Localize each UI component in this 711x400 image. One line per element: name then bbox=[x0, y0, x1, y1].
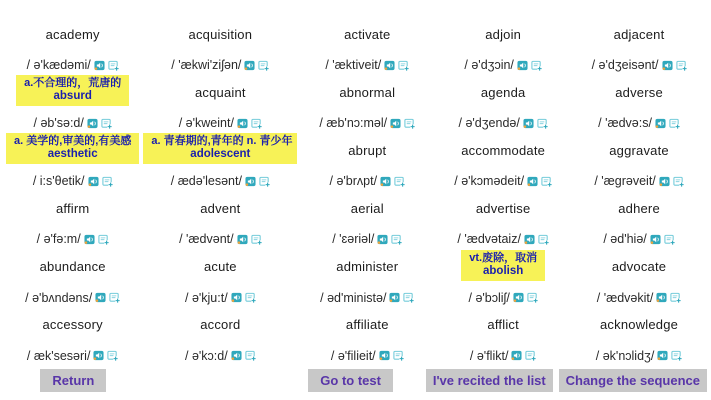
speaker-icon[interactable] bbox=[231, 350, 242, 361]
word-line bbox=[16, 78, 129, 106]
phonetic-label: / ək'nɔlidʒ/ bbox=[595, 348, 655, 363]
phonetic-line bbox=[454, 168, 552, 194]
phonetic-label: / 'ɛəriəl/ bbox=[332, 232, 375, 247]
word-line bbox=[6, 136, 139, 164]
word-cell bbox=[571, 20, 707, 78]
add-to-wordbook-icon[interactable] bbox=[101, 118, 112, 129]
word-cell bbox=[299, 253, 435, 311]
word-cell bbox=[571, 253, 707, 311]
phonetic-label: / ə'flikt/ bbox=[469, 348, 509, 363]
word-label[interactable]: adjacent bbox=[613, 26, 665, 42]
phonetic-line bbox=[598, 110, 680, 136]
phonetic-label: / ə'bɔliʃ/ bbox=[468, 290, 510, 305]
speaker-icon[interactable] bbox=[655, 118, 666, 129]
phonetic-line bbox=[185, 285, 256, 311]
speaker-icon[interactable] bbox=[245, 176, 256, 187]
add-to-wordbook-icon[interactable] bbox=[102, 176, 113, 187]
phonetic-line bbox=[325, 52, 409, 78]
word-cell bbox=[141, 194, 299, 252]
speaker-icon[interactable] bbox=[657, 350, 668, 361]
phonetic-label: / ə'dʒeisənt/ bbox=[591, 58, 659, 72]
phonetic-line bbox=[319, 110, 415, 136]
phonetic-label: / 'ægrəveit/ bbox=[594, 174, 656, 189]
speaker-icon[interactable] bbox=[527, 176, 538, 187]
word-line bbox=[40, 253, 106, 281]
word-cell bbox=[571, 194, 707, 252]
phonetic-line bbox=[171, 52, 269, 78]
phonetic-line bbox=[171, 168, 270, 194]
phonetic-line bbox=[25, 285, 120, 311]
add-to-wordbook-icon[interactable] bbox=[403, 292, 414, 303]
phonetic-label: / ə'brʌpt/ bbox=[329, 174, 378, 189]
word-line bbox=[615, 78, 663, 106]
phonetic-label: / ə'dʒɔin/ bbox=[464, 58, 514, 72]
word-line bbox=[339, 78, 395, 106]
word-line bbox=[351, 194, 384, 222]
speaker-icon[interactable] bbox=[88, 176, 99, 187]
speaker-icon[interactable] bbox=[237, 234, 248, 245]
word-line bbox=[336, 253, 398, 281]
word-cell bbox=[435, 194, 571, 252]
change-sequence-button[interactable]: Change the sequence bbox=[559, 369, 707, 392]
speaker-icon[interactable] bbox=[384, 60, 395, 71]
word-cell bbox=[4, 78, 141, 136]
add-to-wordbook-icon[interactable] bbox=[664, 234, 675, 245]
add-to-wordbook-icon[interactable] bbox=[393, 350, 404, 361]
word-label[interactable]: accord bbox=[200, 317, 241, 333]
speaker-icon[interactable] bbox=[389, 292, 400, 303]
word-cell bbox=[141, 20, 299, 78]
meaning-word-label: aesthetic bbox=[47, 148, 98, 161]
word-line bbox=[476, 194, 531, 222]
return-button[interactable]: Return bbox=[40, 369, 106, 392]
phonetic-line bbox=[34, 110, 112, 136]
speaker-icon[interactable] bbox=[95, 292, 106, 303]
add-to-wordbook-icon[interactable] bbox=[676, 60, 687, 71]
word-label[interactable]: agenda bbox=[480, 84, 526, 100]
word-label[interactable]: abundance bbox=[39, 259, 106, 275]
speaker-icon[interactable] bbox=[231, 292, 242, 303]
meaning-word-label: absurd bbox=[53, 90, 92, 103]
word-cell bbox=[4, 20, 141, 78]
phonetic-label: / ə'kɔmədeit/ bbox=[454, 174, 525, 189]
word-label[interactable]: activate bbox=[344, 26, 391, 42]
phonetic-label: / 'ækwi'ziʃən/ bbox=[171, 58, 242, 72]
phonetic-line bbox=[597, 285, 682, 311]
phonetic-line bbox=[469, 285, 538, 311]
phonetic-line bbox=[592, 52, 687, 78]
phonetic-label: / ə'kju:t/ bbox=[185, 290, 228, 305]
phonetic-label: / 'ædvə:s/ bbox=[598, 116, 652, 131]
word-line bbox=[487, 311, 519, 339]
phonetic-label: / 'ædvənt/ bbox=[179, 232, 234, 247]
add-to-wordbook-icon[interactable] bbox=[245, 292, 256, 303]
phonetic-label: / 'ædvətaiz/ bbox=[457, 232, 521, 247]
phonetic-label: / ə'kɔ:d/ bbox=[185, 348, 228, 363]
phonetic-line bbox=[603, 226, 674, 252]
word-line bbox=[195, 78, 246, 106]
speaker-icon[interactable] bbox=[87, 118, 98, 129]
word-label[interactable]: academy bbox=[45, 26, 100, 42]
meaning-box[interactable] bbox=[16, 75, 129, 106]
word-label[interactable]: adhere bbox=[618, 200, 660, 216]
word-cell bbox=[299, 20, 435, 78]
add-to-wordbook-icon[interactable] bbox=[669, 118, 680, 129]
word-line bbox=[56, 194, 89, 222]
speaker-icon[interactable] bbox=[244, 60, 255, 71]
word-line bbox=[46, 20, 100, 48]
word-line bbox=[461, 253, 545, 281]
word-cell bbox=[141, 136, 299, 194]
speaker-icon[interactable] bbox=[659, 176, 670, 187]
add-to-wordbook-icon[interactable] bbox=[673, 176, 684, 187]
word-cell bbox=[299, 136, 435, 194]
speaker-icon[interactable] bbox=[523, 118, 534, 129]
add-to-wordbook-icon[interactable] bbox=[537, 118, 548, 129]
phonetic-label: / ə'kædəmi/ bbox=[26, 58, 91, 72]
phonetic-label: / ə'bʌndəns/ bbox=[25, 290, 93, 305]
word-cell bbox=[4, 194, 141, 252]
meaning-word-label: abolish bbox=[483, 264, 524, 277]
speaker-icon[interactable] bbox=[513, 292, 524, 303]
word-line bbox=[618, 194, 660, 222]
phonetic-label: / ædə'lesənt/ bbox=[170, 174, 242, 189]
word-line bbox=[348, 136, 386, 164]
word-cell bbox=[435, 136, 571, 194]
word-label[interactable]: adverse bbox=[615, 84, 663, 100]
add-to-wordbook-icon[interactable] bbox=[107, 350, 118, 361]
meaning-chinese: vt.废除，取消 bbox=[469, 251, 538, 264]
add-to-wordbook-icon[interactable] bbox=[108, 60, 119, 71]
phonetic-line bbox=[27, 343, 119, 369]
go-to-test-button[interactable]: Go to test bbox=[308, 369, 393, 392]
phonetic-line bbox=[185, 343, 256, 369]
speaker-icon[interactable] bbox=[656, 292, 667, 303]
word-label[interactable]: acknowledge bbox=[600, 317, 679, 333]
word-cell bbox=[141, 253, 299, 311]
meaning-box[interactable] bbox=[461, 250, 545, 281]
add-to-wordbook-icon[interactable] bbox=[398, 60, 409, 71]
word-cell bbox=[4, 136, 141, 194]
meaning-chinese: a. 青春期的,青年的 n. 青少年 bbox=[151, 135, 293, 148]
phonetic-line bbox=[179, 226, 262, 252]
speaker-icon[interactable] bbox=[511, 350, 522, 361]
phonetic-line bbox=[332, 226, 402, 252]
word-label[interactable]: afflict bbox=[487, 317, 519, 333]
phonetic-label: / ə'kweint/ bbox=[178, 116, 234, 131]
speaker-icon[interactable] bbox=[517, 60, 528, 71]
phonetic-label: / i:s'θetik/ bbox=[32, 174, 85, 189]
word-label[interactable]: advocate bbox=[611, 259, 667, 275]
speaker-icon[interactable] bbox=[93, 350, 104, 361]
speaker-icon[interactable] bbox=[84, 234, 95, 245]
word-label[interactable]: abnormal bbox=[339, 84, 396, 100]
speaker-icon[interactable] bbox=[662, 60, 673, 71]
add-to-wordbook-icon[interactable] bbox=[404, 118, 415, 129]
bottom-button-bar bbox=[0, 369, 711, 400]
phonetic-line bbox=[27, 52, 119, 78]
phonetic-label: / ə'fə:m/ bbox=[36, 232, 81, 247]
word-label[interactable]: acute bbox=[203, 259, 237, 275]
word-line bbox=[609, 136, 669, 164]
word-cell bbox=[571, 136, 707, 194]
add-to-wordbook-icon[interactable] bbox=[251, 234, 262, 245]
word-line bbox=[200, 194, 240, 222]
add-to-wordbook-icon[interactable] bbox=[531, 60, 542, 71]
word-label[interactable]: administer bbox=[336, 259, 399, 275]
meaning-chinese: a. 美学的,审美的,有美感 bbox=[14, 135, 132, 148]
phonetic-line bbox=[330, 168, 406, 194]
word-cell bbox=[571, 311, 707, 369]
speaker-icon[interactable] bbox=[94, 60, 105, 71]
add-to-wordbook-icon[interactable] bbox=[245, 350, 256, 361]
speaker-icon[interactable] bbox=[650, 234, 661, 245]
add-to-wordbook-icon[interactable] bbox=[259, 176, 270, 187]
word-label[interactable]: accessory bbox=[42, 317, 103, 333]
speaker-icon[interactable] bbox=[379, 350, 390, 361]
word-cell bbox=[4, 253, 141, 311]
phonetic-line bbox=[596, 343, 683, 369]
phonetic-label: / əd'ministə/ bbox=[320, 290, 387, 305]
meaning-chinese: a.不合理的，荒唐的 bbox=[24, 77, 122, 90]
word-cell bbox=[299, 194, 435, 252]
phonetic-label: / ə'filieit/ bbox=[330, 348, 376, 363]
word-cell bbox=[141, 311, 299, 369]
word-cell bbox=[435, 311, 571, 369]
word-label[interactable]: advent bbox=[200, 200, 241, 216]
phonetic-line bbox=[320, 285, 414, 311]
recited-list-button[interactable]: I've recited the list bbox=[426, 369, 553, 392]
phonetic-label: / əb'sə:d/ bbox=[33, 116, 84, 131]
phonetic-line bbox=[470, 343, 537, 369]
word-line bbox=[189, 20, 253, 48]
meaning-box[interactable] bbox=[6, 133, 139, 164]
meaning-box[interactable] bbox=[143, 133, 297, 164]
word-cell bbox=[435, 253, 571, 311]
meaning-word-label: adolescent bbox=[190, 148, 251, 161]
word-cell bbox=[141, 78, 299, 136]
word-label[interactable]: adjoin bbox=[485, 26, 522, 42]
word-cell bbox=[299, 311, 435, 369]
speaker-icon[interactable] bbox=[377, 234, 388, 245]
add-to-wordbook-icon[interactable] bbox=[527, 292, 538, 303]
add-to-wordbook-icon[interactable] bbox=[109, 292, 120, 303]
phonetic-label: / æb'nɔ:məl/ bbox=[319, 116, 388, 131]
phonetic-line bbox=[457, 226, 549, 252]
word-line bbox=[461, 136, 545, 164]
word-line bbox=[344, 20, 390, 48]
add-to-wordbook-icon[interactable] bbox=[391, 234, 402, 245]
word-cell bbox=[571, 78, 707, 136]
speaker-icon[interactable] bbox=[390, 118, 401, 129]
word-label[interactable]: acquisition bbox=[188, 26, 253, 42]
phonetic-label: / ə'dʒendə/ bbox=[458, 116, 520, 131]
word-label[interactable]: advertise bbox=[475, 200, 531, 216]
word-label[interactable]: acquaint bbox=[194, 84, 246, 100]
phonetic-label: / 'ædvəkit/ bbox=[596, 290, 654, 305]
add-to-wordbook-icon[interactable] bbox=[258, 60, 269, 71]
add-to-wordbook-icon[interactable] bbox=[251, 118, 262, 129]
add-to-wordbook-icon[interactable] bbox=[538, 234, 549, 245]
word-label[interactable]: abrupt bbox=[348, 142, 387, 158]
word-label[interactable]: aerial bbox=[350, 200, 384, 216]
phonetic-label: / 'æktiveit/ bbox=[325, 58, 382, 72]
word-label[interactable]: aggravate bbox=[609, 142, 669, 158]
add-to-wordbook-icon[interactable] bbox=[670, 292, 681, 303]
word-cell bbox=[299, 78, 435, 136]
word-cell bbox=[4, 311, 141, 369]
add-to-wordbook-icon[interactable] bbox=[671, 350, 682, 361]
word-line bbox=[346, 311, 389, 339]
phonetic-line bbox=[464, 52, 542, 78]
word-line bbox=[612, 253, 666, 281]
word-line bbox=[614, 20, 665, 48]
word-line bbox=[204, 253, 237, 281]
word-line bbox=[43, 311, 103, 339]
word-line bbox=[481, 78, 526, 106]
word-label[interactable]: accommodate bbox=[461, 142, 546, 158]
add-to-wordbook-icon[interactable] bbox=[98, 234, 109, 245]
speaker-icon[interactable] bbox=[380, 176, 391, 187]
word-label[interactable]: affirm bbox=[55, 200, 90, 216]
phonetic-line bbox=[594, 168, 683, 194]
phonetic-line bbox=[37, 226, 109, 252]
word-line bbox=[600, 311, 678, 339]
word-line bbox=[200, 311, 240, 339]
word-line bbox=[143, 136, 297, 164]
add-to-wordbook-icon[interactable] bbox=[394, 176, 405, 187]
word-cell bbox=[435, 78, 571, 136]
word-line bbox=[485, 20, 521, 48]
phonetic-label: / æk'sesəri/ bbox=[26, 348, 91, 363]
word-label[interactable]: affiliate bbox=[345, 317, 389, 333]
phonetic-line bbox=[459, 110, 548, 136]
phonetic-line bbox=[331, 343, 404, 369]
phonetic-line bbox=[179, 110, 262, 136]
speaker-icon[interactable] bbox=[524, 234, 535, 245]
add-to-wordbook-icon[interactable] bbox=[541, 176, 552, 187]
phonetic-label: / əd'hiə/ bbox=[603, 232, 647, 247]
phonetic-line bbox=[33, 168, 113, 194]
word-cell bbox=[435, 20, 571, 78]
speaker-icon[interactable] bbox=[237, 118, 248, 129]
add-to-wordbook-icon[interactable] bbox=[525, 350, 536, 361]
